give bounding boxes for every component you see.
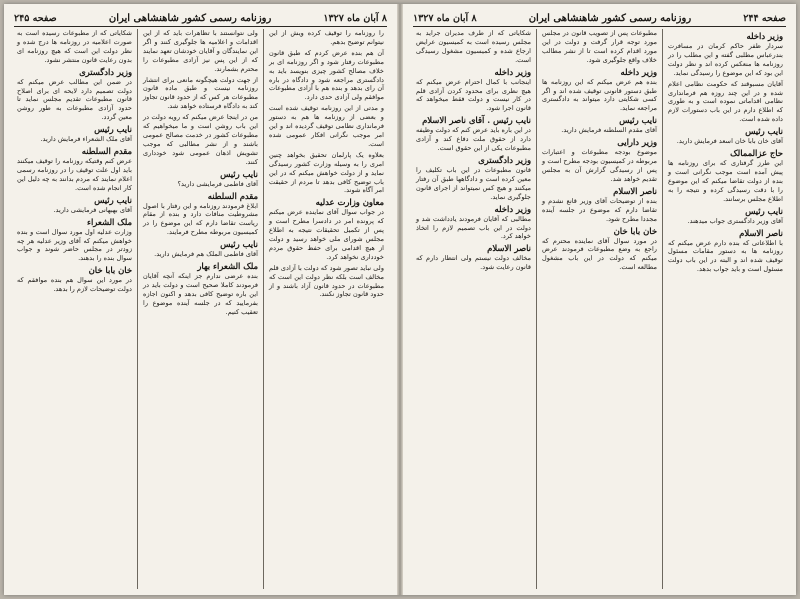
body-paragraph: آقای مقدم السلطنه فرمایش دارید. bbox=[561, 126, 657, 135]
body-paragraph: مخالف دولت نیستم ولی انتظار دارم که قانون رعایت شود. bbox=[416, 254, 531, 272]
body-paragraph: آن هم بنده عرض کردم که طبق قانون مطبوعات رفتار شود و اگر روزنامه ای بر خلاف مصالح کشور چیزی بنویسد باید به دادگستری مراجعه شود و دادگاه در باره آن رای بدهد و بنده هم با آزادی مطبوعات موافقم ولی آزادی حدی دارد. bbox=[269, 48, 384, 102]
speaker-heading: وزیر دادگستری bbox=[478, 154, 531, 165]
speaker-heading: ناصر الاسلام bbox=[613, 185, 657, 196]
newspaper-title: روزنامه رسمی کشور شاهنشاهی ایران bbox=[528, 12, 692, 24]
page-header bbox=[14, 10, 387, 27]
body-paragraph: بنده از توضیحات آقای وزیر قانع نشدم و تقاضا دارم که موضوع در جلسه آینده مجددا مطرح شود. bbox=[542, 196, 657, 223]
speaker-heading: وزیر دارایی bbox=[617, 137, 657, 148]
body-paragraph: آقای ملک الشعراء فرمایش دارید. bbox=[40, 135, 132, 144]
body-paragraph: آقایان مسبوقند که حکومت نظامی اعلام شده و در این چند روزه هم فرمانداری نظامی اقداماتی نموده است و به طوری که اطلاع دارم در این باب دستورات لازم داده شده است. bbox=[668, 79, 783, 124]
column-container bbox=[411, 29, 788, 589]
speaker-heading: ناصر الاسلام bbox=[739, 227, 783, 238]
body-paragraph: و مدتی از این روزنامه توقیف شده است و بعضی از روزنامه ها هم به دستور فرمانداری نظامی توقیف گردیده اند و این امر موجب نگرانی افکار عمومی شده است. bbox=[269, 104, 384, 148]
body-paragraph: در جواب سوال آقای نماینده عرض میکنم که پرونده امر در دادسرا مطرح است و پس از تکمیل تحقیقات نتیجه به اطلاع مجلس شورای ملی خواهد رسید و دولت از هیچ اقدامی برای حفظ حقوق مردم خودداری نخواهد کرد. bbox=[269, 208, 384, 261]
speaker-heading: مقدم السلطنه bbox=[81, 146, 132, 157]
body-paragraph: وزارت عدلیه اول مورد سوال است و بنده خواهش میکنم که آقای وزیر عدلیه هر چه زودتر در مجلس حاضر شوند و جواب سوال بنده را بدهند. bbox=[17, 227, 132, 263]
body-paragraph: با اطلاعاتی که بنده دارم عرض میکنم که روزنامه ها به دستور مقامات مسئول توقیف شده اند و البته در این باب دولت مسئول است و باید جواب بدهد. bbox=[668, 238, 783, 274]
speaker-heading: نایب رئیس bbox=[745, 126, 783, 137]
speaker-heading: خان بابا خان bbox=[613, 225, 657, 236]
body-paragraph: در مورد این سوال هم بنده موافقم که دولت توضیحات لازم را بدهد. bbox=[17, 276, 132, 294]
speaker-heading: نایب رئیس bbox=[220, 168, 258, 179]
speaker-heading: ملک الشعراء بهار bbox=[197, 261, 258, 272]
text-column bbox=[12, 29, 137, 589]
speaker-heading: وزیر داخله bbox=[494, 203, 531, 214]
column-container bbox=[12, 29, 389, 589]
body-paragraph: آقای بهبهانی فرمایشی دارید. bbox=[53, 205, 132, 214]
body-paragraph: آقای وزیر دادگستری جواب میدهند. bbox=[687, 216, 783, 225]
body-paragraph: مطالبی که آقایان فرمودند یادداشت شد و دولت در این باب تصمیم لازم را اتخاذ خواهد کرد. bbox=[416, 214, 531, 241]
page-header bbox=[413, 10, 786, 27]
body-paragraph: من در اینجا عرض میکنم که رویه دولت در این باب روشن است و ما میخواهیم که مطبوعات کشور در خدمت مصالح عمومی باشند و از نشر مطالبی که موجب تشویش اذهان عمومی شود خودداری کنند. bbox=[143, 113, 258, 166]
body-paragraph: مطبوعات پس از تصویب قانون در مجلس مورد توجه قرار گرفت و دولت در این مورد اقدام کرده است تا از نشر مطالب خلاف واقع جلوگیری شود. bbox=[542, 29, 657, 64]
text-column bbox=[662, 29, 788, 589]
body-paragraph: را روزنامه را توقیف کرده ویش از این نیتوانم توضیح بدهم. bbox=[269, 29, 384, 46]
text-column bbox=[263, 29, 389, 589]
speaker-heading: حاج عزالممالک bbox=[730, 148, 783, 159]
page-number: صفحه ۲۴۴ bbox=[743, 12, 786, 24]
body-paragraph: سردار ظفر حاکم کرمان در مسافرت بندرعباس مطلبی گفته و این مطلب را در روزنامه ها منعکس کرده اند و نظر دولت این بود که این موضوع را رسیدگی نماید. bbox=[668, 42, 783, 77]
body-paragraph: شکایاتی که از مطبوعات رسیده است به صورت اعلامیه در روزنامه ها درج شده و نظر دولت این است که هیچ روزنامه ای بدون رعایت قانون منتشر نشود. bbox=[17, 29, 132, 64]
text-column bbox=[411, 29, 536, 589]
body-paragraph: موضوع بودجه مطبوعات و اعتبارات مربوطه در کمیسیون بودجه مطرح است و پس از رسیدگی گزارش آن به مجلس تقدیم خواهد شد. bbox=[542, 148, 657, 183]
speaker-heading: خان بابا خان bbox=[88, 265, 132, 276]
speaker-heading: وزیر دادگستری bbox=[79, 66, 132, 77]
speaker-heading: نایب رئیس bbox=[94, 194, 132, 205]
body-paragraph: در ضمن این مطالب عرض میکنم که دولت تصمیم دارد لایحه ای برای اصلاح قانون مطبوعات تقدیم مجلس نماید تا حدود آزادی مطبوعات به طور روشن معین گردد. bbox=[17, 77, 132, 122]
body-paragraph: عرض کنم وقتیکه روزنامه را توقیف میکنند باید اول علت توقیف را در روزنامه رسمی اعلام نمایند که مردم بدانند به چه دلیل این کار انجام شده است. bbox=[17, 157, 132, 192]
body-paragraph: بنده هم عرض میکنم که این روزنامه ها طبق دستور قانونی توقیف شده اند و اگر کسی شکایتی دارد میتواند به دادگستری مراجعه نماید. bbox=[542, 77, 657, 113]
left-page bbox=[4, 4, 397, 595]
text-column bbox=[137, 29, 263, 589]
body-paragraph: ابلاغ فرمودند روزنامه و این رفتار با اصول مشروطیت منافات دارد و بنده از مقام ریاست تقاضا دارم که این موضوع را در کمیسیون مربوطه مطرح فرمایند. bbox=[143, 201, 258, 237]
speaker-heading: معاون وزارت عدلیه bbox=[315, 197, 384, 208]
speaker-heading: ملک الشعراء bbox=[87, 216, 132, 227]
text-column bbox=[536, 29, 662, 589]
speaker-heading: نایب رئیس . آقای ناصر الاسلام bbox=[422, 115, 531, 126]
body-paragraph: ولی نتوانستند با تظاهرات باید که از این اقدامات و اعلامیه ها جلوگیری کنند و اگر این نمایندگان و آقایان خودشان تعهد نمایند که از این پس نیز آزادی مطبوعات را محترم بشمارند. bbox=[143, 29, 258, 73]
speaker-heading: مقدم السلطنه bbox=[207, 190, 258, 201]
body-paragraph: بعلاوه یک پارلمان تحقیق بخواهد چنین امری را به وسیله وزارت کشور رسیدگی نماید و از دولت خواهش میکنم که در این باب توضیح کافی بدهد تا مردم از حقیقت امر آگاه شوند. bbox=[269, 150, 384, 195]
newspaper-title: روزنامه رسمی کشور شاهنشاهی ایران bbox=[108, 12, 272, 24]
speaker-heading: وزیر داخله bbox=[746, 31, 783, 41]
speaker-heading: نایب رئیس bbox=[745, 205, 783, 216]
body-paragraph: در مورد سوال آقای نماینده محترم که راجع به وضع مطبوعات فرمودند عرض میکنم که دولت در این باب مشغول مطالعه است. bbox=[542, 236, 657, 272]
speaker-heading: وزیر داخله bbox=[494, 66, 531, 77]
speaker-heading: نایب رئیس bbox=[220, 239, 258, 250]
body-paragraph: ولی نباید تصور شود که دولت با آزادی قلم مخالف است بلکه نظر دولت این است که مطبوعات در حدود قانون آزاد باشند و از حدود قانون تجاوز نکنند. bbox=[269, 263, 384, 299]
body-paragraph: بنده عرضی ندارم جز اینکه آنچه آقایان فرمودند کاملا صحیح است و دولت باید در این باره توضیح کافی بدهد و اکنون اجازه بفرمایید که در جلسه آینده موضوع را تعقیب کنیم. bbox=[143, 272, 258, 316]
right-page bbox=[403, 4, 796, 595]
body-paragraph: قانون مطبوعات در این باب تکلیف را معین کرده است و دادگاهها طبق آن رفتار میکنند و هیچ کس نمیتواند از اجرای قانون جلوگیری نماید. bbox=[416, 165, 531, 201]
page-number: صفحه ۲۴۵ bbox=[14, 12, 57, 24]
body-paragraph: اینجانب با کمال احترام عرض میکنم که هیچ نظری برای محدود کردن آزادی قلم در کار نیست و دولت فقط میخواهد که قانون اجرا شود. bbox=[416, 77, 531, 113]
body-paragraph: در این باره باید عرض کنم که دولت وظیفه دارد از حقوق ملت دفاع کند و آزادی مطبوعات یکی از این حقوق است. bbox=[416, 126, 531, 153]
issue-date: ۸ آبان ماه ۱۳۲۷ bbox=[413, 12, 477, 24]
newspaper-spread bbox=[4, 4, 796, 595]
body-paragraph: آقای خان بابا خان اسعد فرمایش دارید. bbox=[676, 137, 783, 146]
body-paragraph: آقای فاطمی الملک هم فرمایش دارید. bbox=[154, 250, 258, 259]
speaker-heading: ناصر الاسلام bbox=[487, 243, 531, 254]
speaker-heading: نایب رئیس bbox=[94, 124, 132, 135]
body-paragraph: شکایاتی که از طرف مدیران جراید به مجلس رسیده است به کمیسیون عرایض ارجاع شده و کمیسیون مشغول رسیدگی است. bbox=[416, 29, 531, 64]
body-paragraph: از جهت دولت هیچگونه مانعی برای انتشار روزنامه نیست و طبق ماده قانون مطبوعات هر کس که از حدود قانون تجاوز کند به دادگاه فرستاده خواهد شد. bbox=[143, 75, 258, 111]
issue-date: ۸ آبان ماه ۱۳۲۷ bbox=[323, 12, 387, 24]
body-paragraph: این طرز گرفتاری که برای روزنامه ها پیش آمده است موجب نگرانی است و بنده از دولت تقاضا میکنم که این موضوع را با دقت رسیدگی کرده و نتیجه را به اطلاع مجلس برسانند. bbox=[668, 159, 783, 203]
speaker-heading: نایب رئیس bbox=[619, 115, 657, 126]
body-paragraph: آقای فاطمی فرمایشی دارید؟ bbox=[177, 179, 258, 188]
speaker-heading: وزیر داخله bbox=[620, 66, 657, 77]
